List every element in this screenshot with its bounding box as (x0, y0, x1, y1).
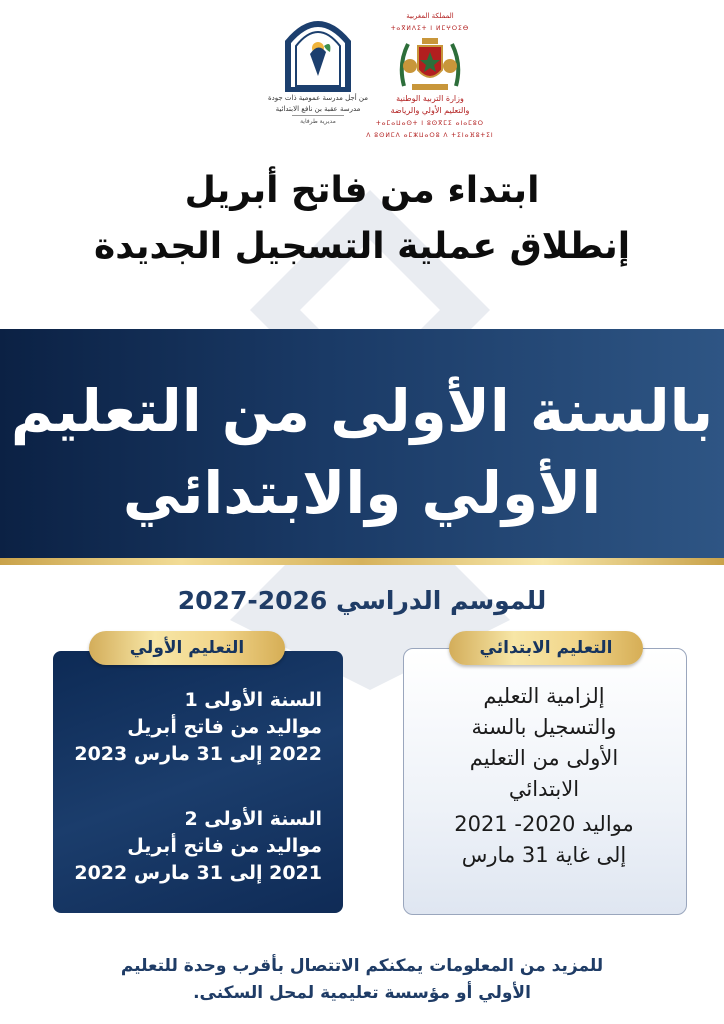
ministry-tifinagh-line2: ⴷ ⵓⵙⵍⵎⴷ ⴰⵎⵣⵡⴰⵔⵓ ⴷ ⵜⵉⵏⴰⴼⵓⵜⵉⵏ (366, 132, 494, 139)
coat-of-arms-icon (396, 36, 464, 92)
headline-date: ابتداء من فاتح أبريل (184, 170, 540, 211)
banner-gold-stripe (0, 558, 724, 565)
school-logo-divider (292, 115, 344, 116)
preschool-year1-title: السنة الأولى 1 (184, 689, 322, 711)
primary-card-deadline: إلى غاية 31 مارس (461, 843, 627, 867)
footer-info-line1: للمزيد من المعلومات يمكنكم الاتتصال بأقرب وحدة للتعليم (120, 956, 604, 976)
banner-title-line2: الأولي والابتدائي (122, 459, 602, 527)
ministry-name-line2: والتعليم الأولي والرياضة (390, 106, 470, 115)
preschool-year2-birth-from: مواليد من فاتح أبريل (127, 835, 322, 857)
main-banner (0, 329, 724, 560)
preschool-year1-birth-from: مواليد من فاتح أبريل (127, 716, 322, 738)
preschool-education-label: التعليم الأولي (89, 631, 285, 665)
preschool-year2-birth-range: 2021 إلى 31 مارس 2022 (74, 862, 322, 884)
primary-card-line: والتسجيل بالسنة (471, 715, 617, 739)
primary-card-line: الأولى من التعليم (469, 746, 619, 770)
ministry-tifinagh-line1: ⵜⴰⵎⴰⵡⴰⵙⵜ ⵏ ⵓⵙⴳⵎⵉ ⴰⵏⴰⵎⵓⵔ (375, 120, 484, 127)
preschool-year1-birth-range: 2022 إلى 31 مارس 2023 (74, 743, 322, 765)
school-name: مدرسة عقبة بن نافع الابتدائية (275, 105, 361, 113)
school-logo (262, 12, 374, 132)
school-directorate: مديرية طرفاية (300, 118, 336, 125)
kingdom-name: المملكة المغربية (406, 12, 454, 20)
school-slogan: من أجل مدرسة عمومية ذات جودة (267, 94, 369, 102)
ministry-name-line1: وزارة التربية الوطنية (396, 94, 464, 103)
footer-info-line2: الأولي أو مؤسسة تعليمية لمحل السكنى. (193, 983, 531, 1003)
banner-title-line1: بالسنة الأولى من التعليم (10, 377, 714, 445)
primary-card-birth-years: مواليد 2020- 2021 (454, 812, 634, 836)
school-season: للموسم الدراسي 2026-2027 (177, 586, 547, 615)
ministry-logo (360, 8, 500, 138)
primary-education-label: التعليم الابتدائي (449, 631, 643, 665)
preschool-year2-title: السنة الأولى 2 (184, 808, 322, 830)
kingdom-name-tifinagh: ⵜⴰⴳⵍⴷⵉⵜ ⵏ ⵍⵎⵖⵔⵉⴱ (390, 25, 470, 32)
pen-arch-logo-icon (282, 12, 354, 92)
primary-card-line: إلزامية التعليم (483, 684, 605, 708)
primary-card-line: الابتدائي (508, 777, 580, 801)
headline-registration: إنطلاق عملية التسجيل الجديدة (93, 226, 631, 267)
